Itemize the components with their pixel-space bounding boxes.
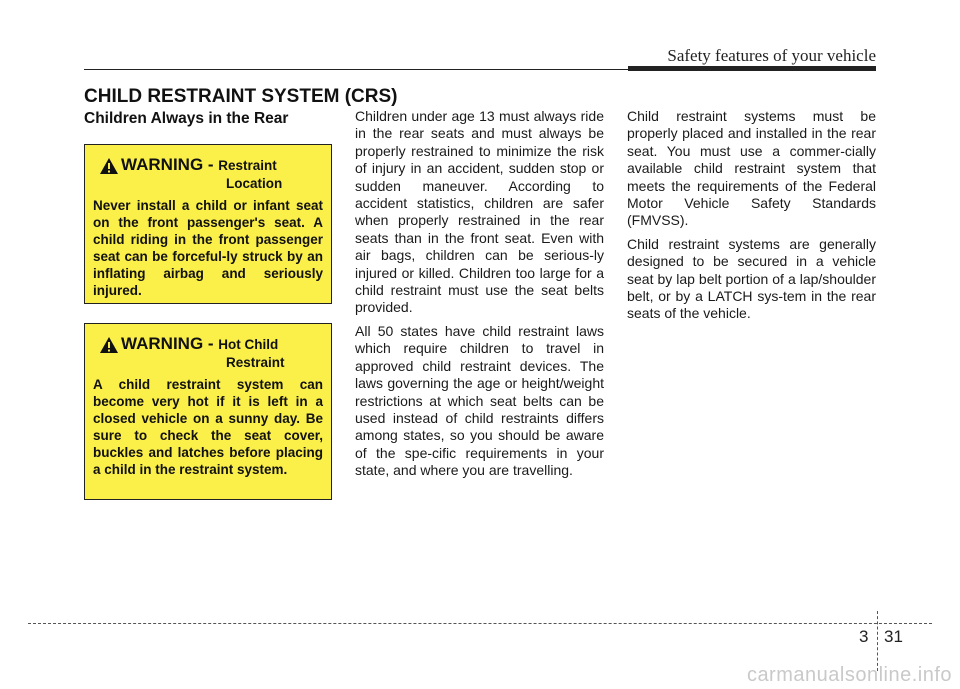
warning-triangle-icon	[99, 157, 119, 175]
text-column-right	[627, 108, 876, 329]
watermark: carmanualsonline.info	[746, 664, 952, 686]
warning-word: WARNING -	[121, 155, 219, 174]
warning-box-restraint-location	[84, 144, 332, 304]
warning-box-hot-child-restraint	[84, 323, 332, 500]
header-title: Safety features of your vehicle	[667, 46, 876, 65]
warning-triangle-icon	[99, 336, 119, 354]
warning-header	[93, 155, 323, 193]
warning-title-line2: Location	[226, 176, 283, 191]
page-number: 31	[884, 627, 903, 646]
text-column-middle	[355, 108, 604, 486]
section-title: CHILD RESTRAINT SYSTEM (CRS)	[84, 86, 398, 107]
footer-rule	[28, 623, 932, 624]
page-number-divider	[877, 611, 878, 671]
paragraph: Child restraint systems are generally designed to be secured in a vehicle seat by lap belt portion of a lap/shoulder belt, or by a LATCH sys-tem in the rear seats of the vehicle.	[627, 235, 876, 322]
warning-text: Never install a child or infant seat on the front passenger's seat. A child riding in the front passenger seat can be forceful-ly struck by an inflating airbag and seriously injured.	[93, 198, 323, 298]
paragraph: Child restraint systems must be properly placed and installed in the rear seat. You must use a commer-cially available child restraint system that meets the requirements of the Federal Motor Vehicle Safety Standards (FMVSS).	[627, 108, 876, 229]
header-rule-accent	[628, 66, 876, 71]
chapter-number: 3	[859, 627, 869, 646]
warning-header	[93, 334, 323, 372]
warning-title: Hot Child	[218, 337, 279, 352]
warning-word: WARNING -	[121, 334, 219, 353]
paragraph: All 50 states have child restraint laws which require children to travel in approved child restraint devices. The laws governing the age or height/weight restrictions at which seat belts can be used instead of child restraints differs among states, so you should be aware of the spe-cific requirements in your state, and where you are travelling.	[355, 322, 604, 479]
subheading: Children Always in the Rear	[84, 110, 289, 127]
warning-title: Restraint	[218, 158, 277, 173]
warning-text: A child restraint system can become very hot if it is left in a closed vehicle on a sunny day. Be sure to check the seat cover, buckles and latches before placing a child in the restraint system.	[93, 377, 323, 477]
warning-title-line2: Restraint	[226, 355, 285, 370]
paragraph: Children under age 13 must always ride in the rear seats and must always be properly restrained to minimize the risk of injury in an accident, sudden stop or sudden maneuver. According to accident statistics, children are safer when properly restrained in the rear seats than in the front seat. Even with air bags, children can be serious-ly injured or killed. Children too large for a child restraint must use the seat belts provided.	[355, 108, 604, 316]
